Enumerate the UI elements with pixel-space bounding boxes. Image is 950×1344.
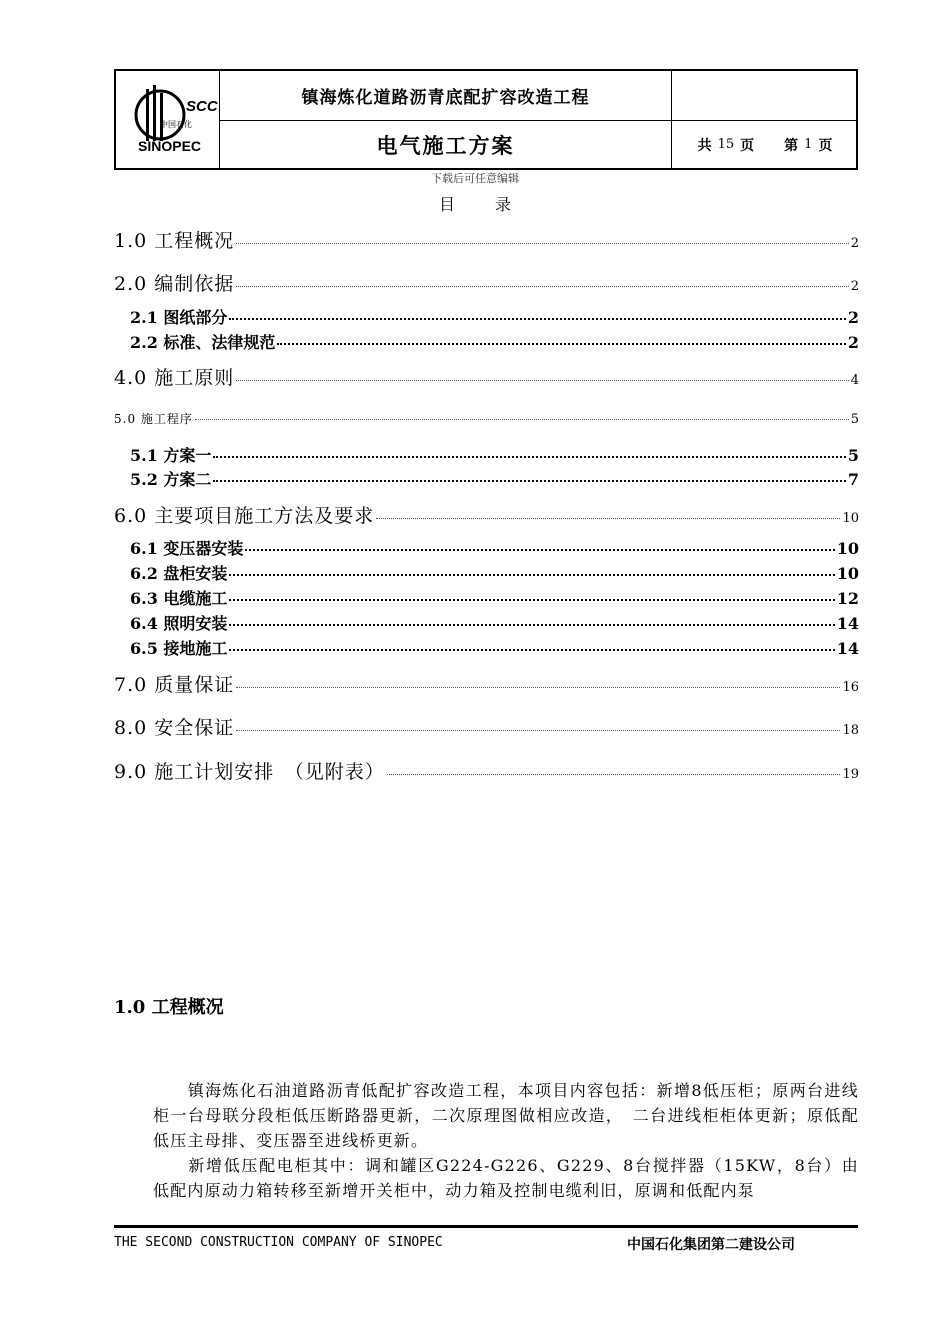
toc-page: 10	[836, 539, 859, 558]
toc-page: 12	[836, 589, 859, 608]
toc-entry[interactable]	[114, 670, 859, 697]
toc-page: 7	[847, 470, 859, 489]
toc-entry[interactable]	[114, 501, 859, 528]
toc-page: 10	[836, 564, 859, 583]
toc-label: 5.2 方案二	[130, 470, 212, 489]
total-label: 共	[697, 137, 712, 154]
page-info	[672, 121, 858, 168]
toc-label: 4.0 施工原则	[114, 367, 235, 389]
watermark-note: 下载后可任意编辑	[431, 172, 519, 185]
toc-label: 6.4 照明安装	[130, 614, 228, 633]
body-paragraph: 新增低压配电柜其中：调和罐区G224-G226、G229、8台搅拌器（15KW，8台）由低配内原动力箱转移至新增开关柜中，动力箱及控制电缆利旧，原调和低配内泵	[153, 1156, 859, 1200]
toc-entry[interactable]	[114, 757, 859, 784]
logo-chinese: 中国石化	[160, 120, 192, 129]
header-blank-cell	[672, 71, 858, 121]
toc-entry[interactable]	[114, 713, 859, 740]
current-unit: 页	[818, 137, 833, 154]
toc-label: 2.0 编制依据	[114, 273, 235, 295]
section-title: 1.0 工程概况	[114, 997, 224, 1018]
toc-label: 7.0 质量保证	[114, 674, 235, 696]
toc-label: 1.0 工程概况	[114, 230, 235, 252]
toc-page: 5	[850, 412, 859, 427]
sinopec-logo-icon	[116, 71, 220, 168]
total-unit: 页	[740, 137, 755, 154]
body-paragraph: 镇海炼化石油道路沥青低配扩容改造工程，本项目内容包括：新增8低压柜；原两台进线柜一台母联分段柜低压断路器更新，二次原理图做相应改造， 二台进线柜柜体更新；原低配低压主母排、变压器至进线桥更新。	[153, 1081, 859, 1150]
toc-page: 18	[842, 723, 859, 738]
toc-entry[interactable]	[114, 410, 859, 427]
header-table	[114, 69, 858, 170]
current-label: 第	[784, 137, 799, 154]
footer-company-cn: 中国石化集团第二建设公司	[627, 1237, 795, 1253]
project-name: 镇海炼化道路沥青底配扩容改造工程	[220, 71, 672, 121]
logo-scc: SCC	[186, 98, 218, 115]
current-page: 1	[804, 137, 813, 152]
footer-rule	[114, 1225, 858, 1228]
toc-heading: 目录	[438, 195, 551, 214]
toc-page: 4	[850, 373, 859, 388]
toc-entry[interactable]	[130, 586, 859, 609]
toc-entry[interactable]	[130, 330, 859, 353]
toc-page: 14	[836, 639, 859, 658]
toc-page: 2	[850, 236, 859, 251]
toc-entry[interactable]	[130, 443, 859, 466]
toc-entry[interactable]	[130, 467, 859, 490]
toc-page: 19	[842, 767, 859, 782]
toc-page: 10	[842, 511, 859, 526]
toc-page: 2	[850, 279, 859, 294]
toc-entry[interactable]	[130, 636, 859, 659]
toc-label: 8.0 安全保证	[114, 717, 235, 739]
toc-label: 9.0 施工计划安排 （见附表）	[114, 761, 385, 783]
toc-label: 6.2 盘柜安装	[130, 564, 228, 583]
toc-page: 2	[847, 333, 859, 352]
toc-page: 14	[836, 614, 859, 633]
total-pages: 15	[717, 137, 735, 152]
document-title: 电气施工方案	[220, 121, 672, 168]
toc-label: 2.2 标准、法律规范	[130, 333, 276, 352]
toc-entry[interactable]	[130, 536, 859, 559]
toc-label: 6.3 电缆施工	[130, 589, 228, 608]
toc-label: 5.1 方案一	[130, 446, 212, 465]
toc-entry[interactable]	[114, 226, 859, 253]
footer-company-en: THE SECOND CONSTRUCTION COMPANY OF SINOPEC	[114, 1235, 443, 1250]
toc-label: 5.0 施工程序	[114, 412, 193, 426]
toc-entry[interactable]	[130, 611, 859, 634]
logo-sinopec: SINOPEC	[138, 138, 202, 154]
toc-entry[interactable]	[114, 363, 859, 390]
toc-label: 2.1 图纸部分	[130, 308, 228, 327]
toc-entry[interactable]	[130, 305, 859, 328]
logo-cell	[116, 71, 220, 168]
toc-page: 2	[847, 308, 859, 327]
toc-entry[interactable]	[114, 269, 859, 296]
toc-label: 6.1 变压器安装	[130, 539, 244, 558]
toc-entry[interactable]	[130, 561, 859, 584]
toc-label: 6.0 主要项目施工方法及要求	[114, 505, 375, 527]
toc-label: 6.5 接地施工	[130, 639, 228, 658]
toc-page: 5	[847, 446, 859, 465]
toc-page: 16	[842, 680, 859, 695]
